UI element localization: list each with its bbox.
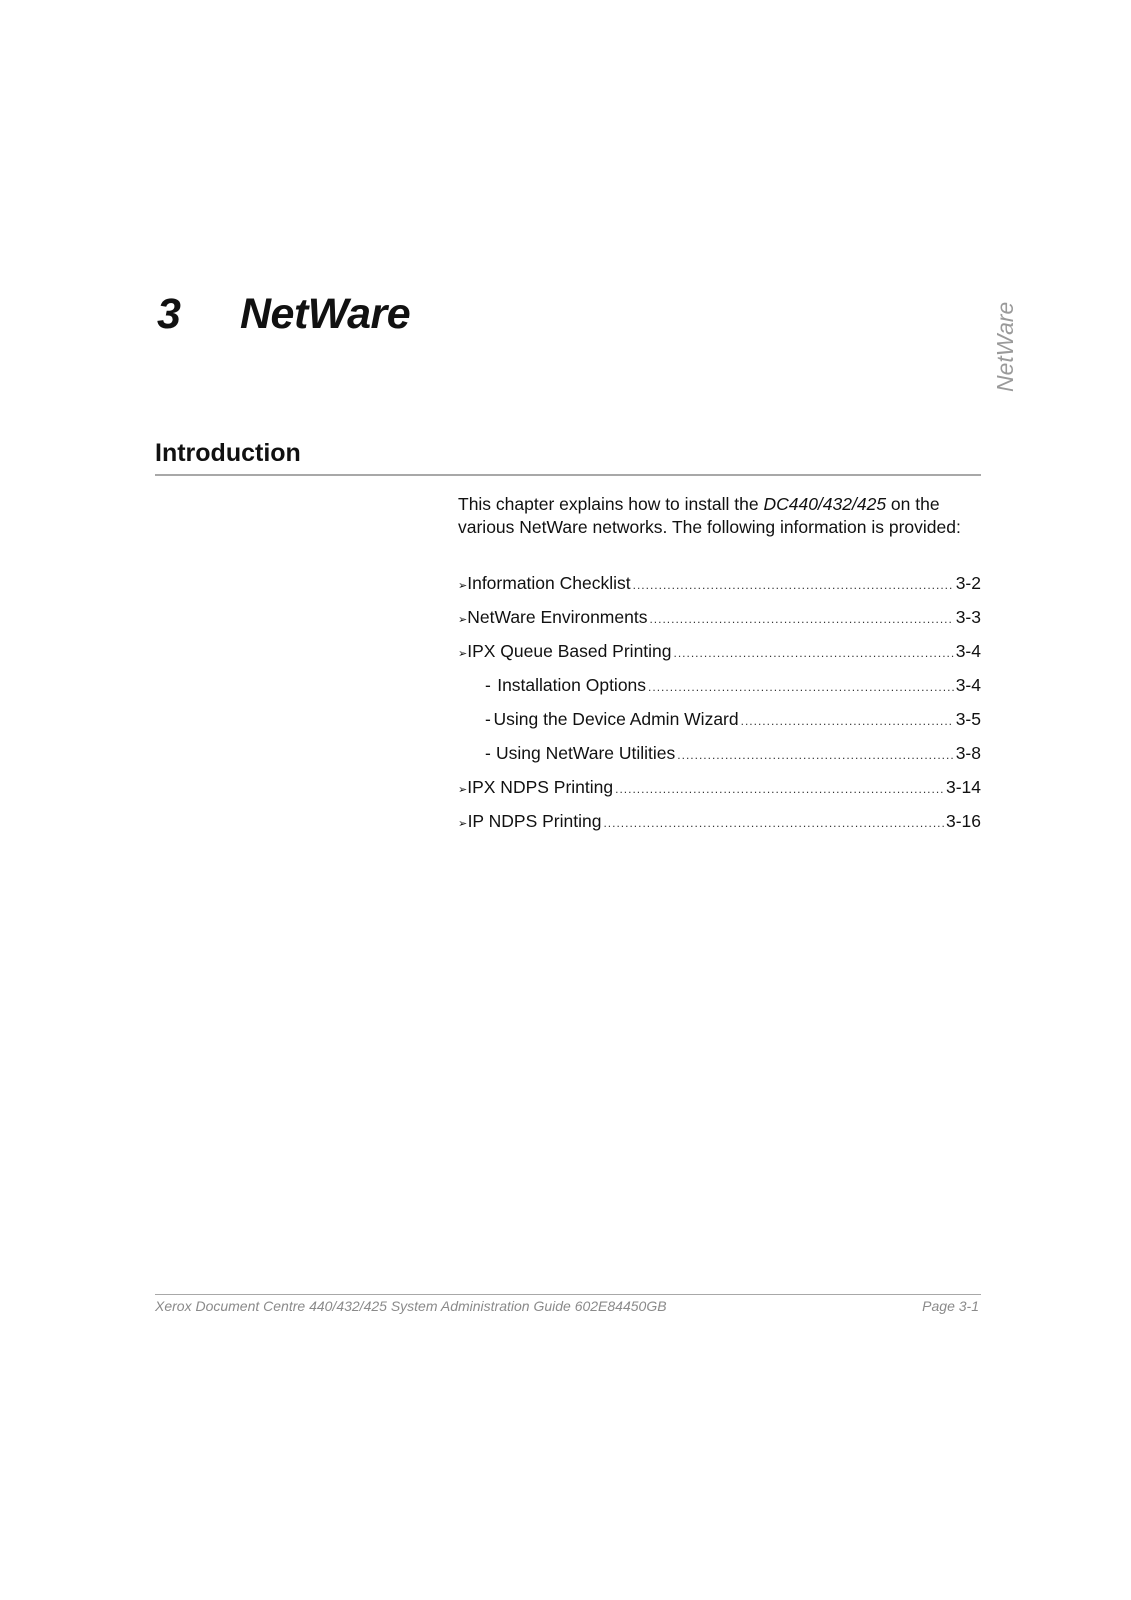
toc-leader-dots: [741, 714, 954, 728]
arrow-bullet-icon: ➢: [458, 580, 468, 592]
chapter-number: 3: [157, 290, 181, 338]
intro-paragraph: [458, 493, 983, 539]
toc-item-ip-ndps-printing[interactable]: [458, 811, 981, 837]
toc-item-page: 3-5: [955, 709, 981, 729]
intro-product: DC440/432/425: [763, 494, 887, 514]
toc-leader-dots: [649, 612, 953, 626]
toc-item-label: Information Checklist: [467, 573, 631, 593]
toc-item-ipx-queue-based-printing[interactable]: [458, 641, 981, 667]
toc-subitem-netware-utilities[interactable]: [485, 743, 981, 769]
toc-item-information-checklist[interactable]: [458, 573, 981, 599]
toc-item-page: 3-4: [955, 675, 981, 695]
arrow-bullet-icon: ➢: [458, 818, 468, 830]
toc-item-ipx-ndps-printing[interactable]: [458, 777, 981, 803]
toc-item-label: IPX NDPS Printing: [467, 777, 614, 797]
dash-bullet-icon: -: [485, 709, 491, 729]
toc-item-page: 3-4: [955, 641, 981, 661]
toc-item-page: 3-2: [955, 573, 981, 593]
toc-item-page: 3-16: [945, 811, 981, 831]
toc-item-page: 3-14: [945, 777, 981, 797]
toc-leader-dots: [648, 680, 954, 694]
arrow-bullet-icon: ➢: [458, 784, 468, 796]
section-divider: [155, 474, 981, 476]
toc-leader-dots: [677, 748, 953, 762]
toc-item-page: 3-3: [955, 607, 981, 627]
dash-bullet-icon: -: [485, 743, 491, 763]
arrow-bullet-icon: ➢: [458, 614, 468, 626]
toc-item-label: NetWare Environments: [467, 607, 648, 627]
toc-item-label: Using the Device Admin Wizard: [493, 709, 739, 729]
toc-leader-dots: [633, 578, 954, 592]
footer-document-title: Xerox Document Centre 440/432/425 System Administration Guide 602E84450GB: [155, 1298, 667, 1314]
toc-leader-dots: [615, 782, 944, 796]
intro-text-before: This chapter explains how to install the: [458, 494, 764, 514]
chapter-title: [157, 290, 410, 339]
toc-item-label: IPX Queue Based Printing: [467, 641, 672, 661]
side-tab: [988, 300, 1028, 400]
footer-page-number: Page 3-1: [922, 1298, 979, 1314]
toc-subitem-device-admin-wizard[interactable]: [485, 709, 981, 735]
section-title: Introduction: [155, 439, 301, 467]
toc-leader-dots: [603, 816, 944, 830]
toc-item-label: IP NDPS Printing: [467, 811, 602, 831]
toc-item-netware-environments[interactable]: [458, 607, 981, 633]
toc-item-label: Installation Options: [497, 675, 647, 695]
toc-item-label: Using NetWare Utilities: [496, 743, 676, 763]
arrow-bullet-icon: ➢: [458, 648, 468, 660]
toc-leader-dots: [674, 646, 954, 660]
side-tab-label: NetWare: [992, 301, 1018, 392]
chapter-name: NetWare: [240, 290, 411, 338]
toc-item-page: 3-8: [955, 743, 981, 763]
footer-divider: [155, 1294, 981, 1295]
dash-bullet-icon: -: [485, 675, 491, 695]
intro-text-after: on the various NetWare networks. The following information is provided:: [458, 494, 961, 537]
toc-subitem-installation-options[interactable]: [485, 675, 981, 701]
